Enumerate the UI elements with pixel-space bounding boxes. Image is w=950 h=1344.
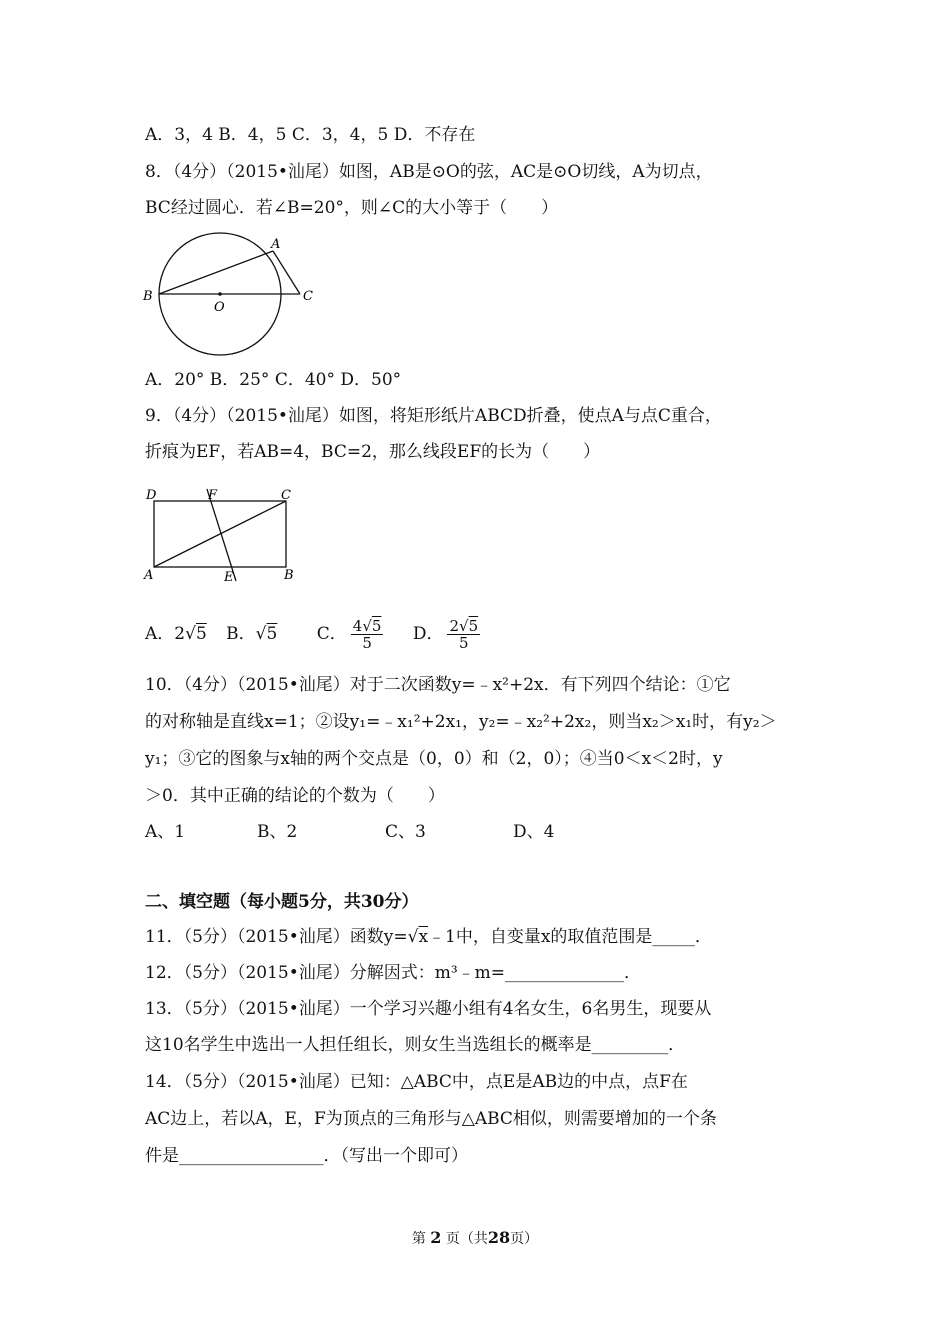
q14-line-1: 14．（5分）（2015•汕尾）已知：△ABC中，点E是AB边的中点，点F在 <box>145 1072 688 1092</box>
q12: 12．（5分）（2015•汕尾）分解因式：m³﹣m=______________． <box>145 963 642 983</box>
center-dot <box>218 292 222 296</box>
diagonal-ac <box>154 501 286 567</box>
label-f: F <box>208 488 218 503</box>
label-b: B <box>143 289 153 304</box>
q13-line-1: 13．（5分）（2015•汕尾）一个学习兴趣小组有4名女生，6名男生，现要从 <box>145 999 712 1019</box>
q10-option-c: C、3 <box>385 822 426 842</box>
q14-line-2: AC边上，若以A，E，F为顶点的三角形与△ABC相似，则需要增加的一个条 <box>145 1109 717 1129</box>
q10-line-3: y₁；③它的图象与x轴的两个交点是（0，0）和（2，0）；④当0＜x＜2时，y <box>145 749 723 769</box>
q10-option-d: D、4 <box>513 822 555 842</box>
q14-line-3: 件是_________________．（写出一个即可） <box>145 1146 468 1166</box>
section-heading: 二、填空题（每小题5分，共30分） <box>145 892 419 912</box>
q8-options: A．20° B．25° C．40° D．50° <box>145 370 402 390</box>
label-a: A <box>271 237 281 252</box>
label-a: A <box>144 568 154 583</box>
q9-rectangle-figure <box>140 484 310 588</box>
q9-option-c: C． $\frac{4√5}{5}$ <box>316 617 382 652</box>
label-e: E <box>224 570 234 585</box>
q8-line-2: BC经过圆心．若∠B=20°，则∠C的大小等于（ ） <box>145 198 559 218</box>
page-number: 2 <box>430 1228 442 1247</box>
q9-option-a: A．2√5 <box>145 624 207 644</box>
q9-options <box>145 616 484 652</box>
q9-option-b: B．√5 <box>226 624 278 644</box>
q10-options <box>145 821 554 843</box>
q10-line-2: 的对称轴是直线x=1；②设y₁=﹣x₁²+2x₁，y₂=﹣x₂²+2x₂，则当x₂＞x₁时，有y₂＞ <box>145 712 777 732</box>
label-o: O <box>214 300 225 315</box>
q8-circle-figure <box>140 228 330 362</box>
q10-option-b: B、2 <box>257 822 298 842</box>
q10-line-1: 10．（4分）（2015•汕尾）对于二次函数y=﹣x²+2x．有下列四个结论：①它 <box>145 675 731 695</box>
label-c: C <box>281 488 291 503</box>
q13-line-2: 这10名学生中选出一人担任组长，则女生当选组长的概率是_________． <box>145 1035 686 1055</box>
q8-line-1: 8．（4分）（2015•汕尾）如图，AB是⊙O的弦，AC是⊙O切线，A为切点， <box>145 162 713 182</box>
chord-ab <box>159 251 273 294</box>
q9-line-2: 折痕为EF，若AB=4，BC=2，那么线段EF的长为（ ） <box>145 442 601 462</box>
q10-line-4: ＞0．其中正确的结论的个数为（ ） <box>145 786 445 806</box>
label-d: D <box>146 488 157 503</box>
label-b: B <box>284 568 294 583</box>
page-footer: 第 2 页（共28页） <box>411 1228 539 1247</box>
q9-option-d: D． $\frac{2√5}{5}$ <box>412 617 479 652</box>
q7-options: A．3，4 B．4，5 C．3，4，5 D．不存在 <box>145 125 476 145</box>
page-total: 28 <box>487 1228 511 1247</box>
q9-line-1: 9．（4分）（2015•汕尾）如图，将矩形纸片ABCD折叠，使点A与点C重合， <box>145 406 722 426</box>
q11: 11．（5分）（2015•汕尾）函数y=√x﹣1中，自变量x的取值范围是_____． <box>145 927 712 947</box>
label-c: C <box>303 289 313 304</box>
q10-option-a: A、1 <box>145 822 186 842</box>
